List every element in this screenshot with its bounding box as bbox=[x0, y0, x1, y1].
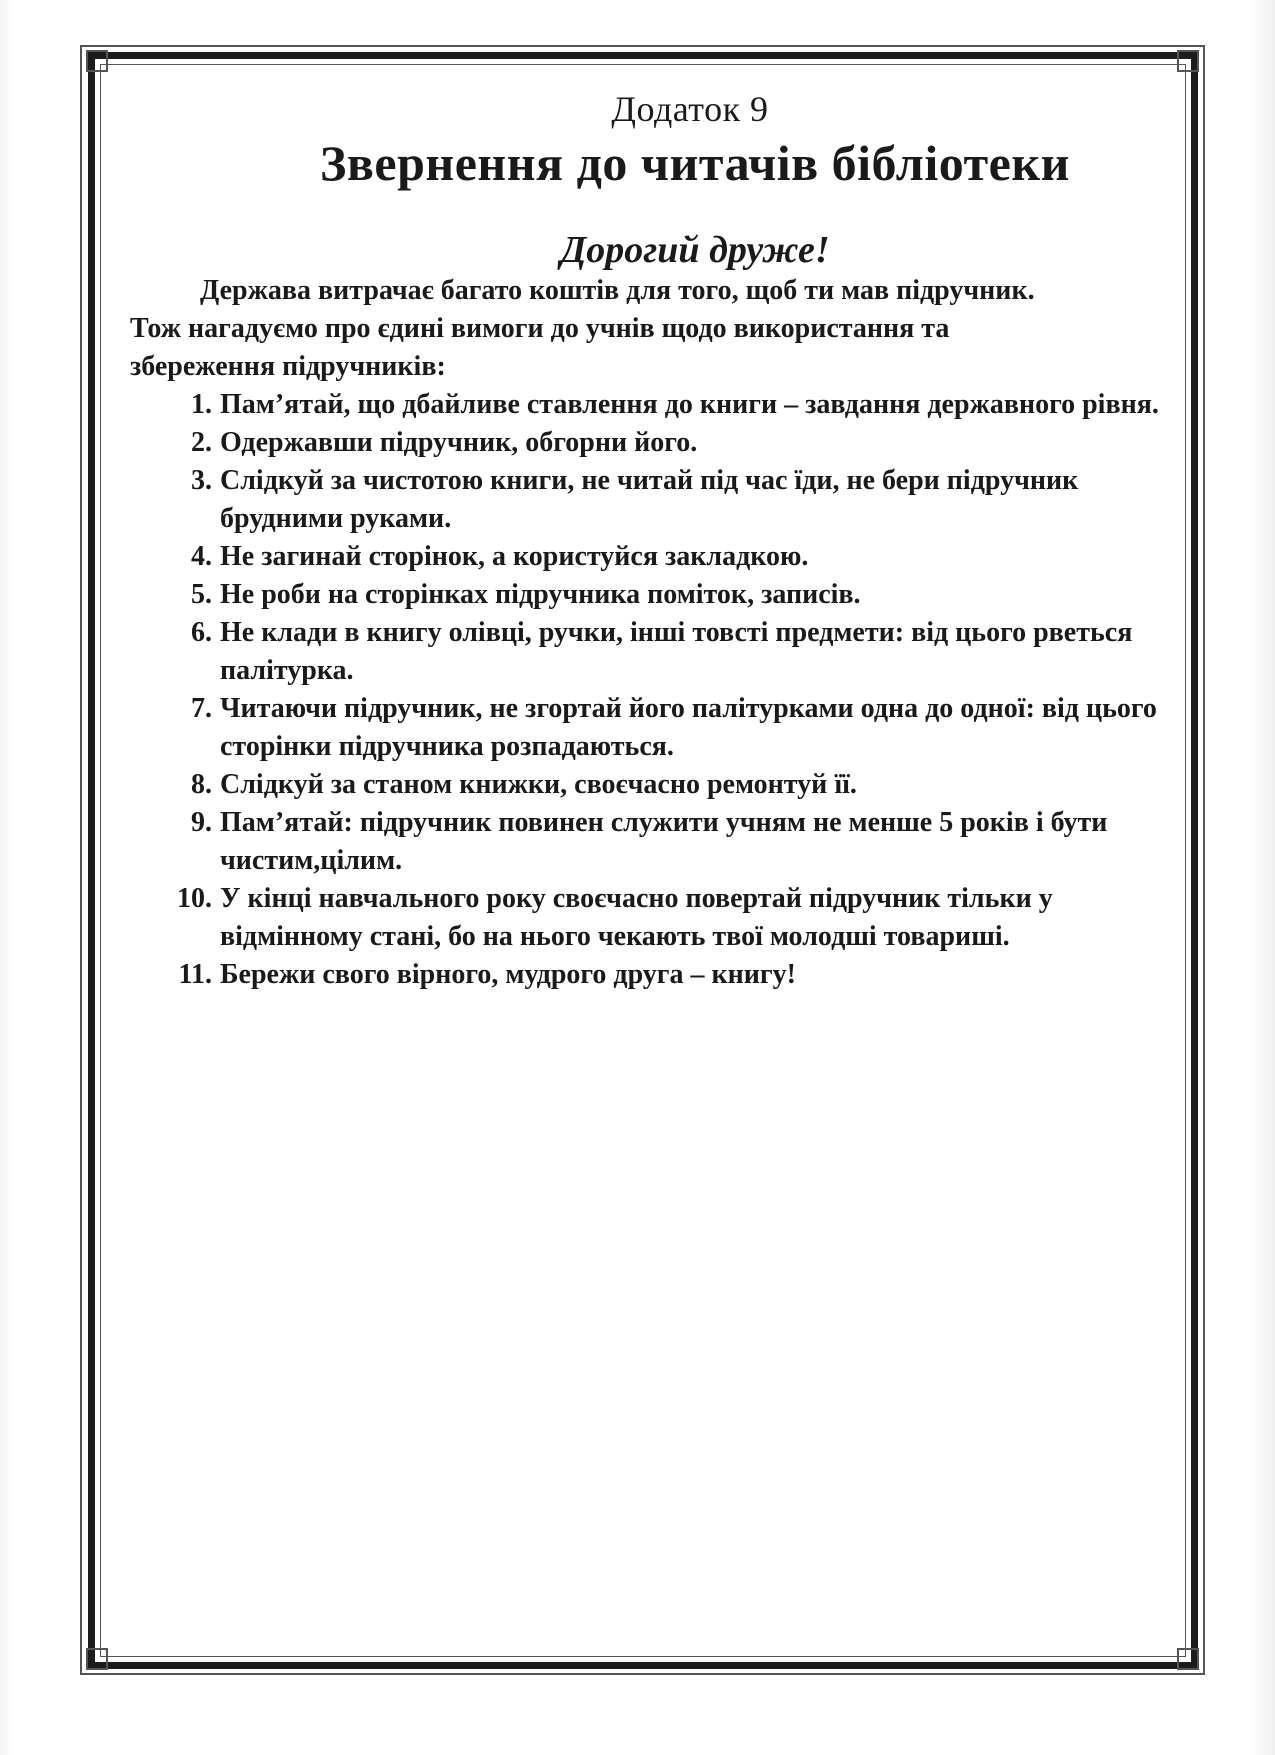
rule-item bbox=[130, 462, 1160, 538]
rule-item bbox=[130, 614, 1160, 690]
corner-ornament-top-right bbox=[1177, 50, 1199, 72]
rule-item bbox=[130, 690, 1160, 766]
rule-item bbox=[130, 880, 1160, 956]
rule-number: 3. bbox=[191, 465, 212, 496]
rule-text: Не клади в книгу олівці, ручки, інші товсті предмети: від цього рветься палітурка. bbox=[220, 617, 1133, 686]
rule-text: У кінці навчального року своєчасно повертай підручник тільки у відмінному стані, бо на нього чекають твої молодші товариші. bbox=[220, 883, 1053, 952]
rule-item bbox=[130, 386, 1160, 424]
rule-text: Слідкуй за станом книжки, своєчасно ремонтуй її. bbox=[220, 769, 857, 800]
intro-paragraph: Держава витрачає багато коштів для того, щоб ти мав підручник. Тож нагадуємо про єдині вимоги до учнів щодо використання та збереження підручників: bbox=[130, 275, 1035, 382]
rule-number: 7. bbox=[191, 693, 212, 724]
rule-item bbox=[130, 424, 1160, 462]
rule-text: Слідкуй за чистотою книги, не читай під час їди, не бери підручник брудними руками. bbox=[220, 465, 1079, 534]
rule-text: Пам’ятай, що дбайливе ставлення до книги – завдання державного рівня. bbox=[220, 389, 1159, 420]
rule-number: 1. bbox=[191, 389, 212, 420]
rules-list bbox=[130, 386, 1160, 994]
rule-text: Одержавши підручник, обгорни його. bbox=[220, 427, 698, 458]
rule-item bbox=[130, 538, 1160, 576]
rule-item bbox=[130, 766, 1160, 804]
rule-number: 9. bbox=[191, 807, 212, 838]
rule-text: Бережи свого вірного, мудрого друга – книгу! bbox=[220, 959, 796, 990]
rule-item bbox=[130, 576, 1160, 614]
rule-number: 11. bbox=[178, 959, 212, 990]
rule-text: Читаючи підручник, не згортай його палітурками одна до одної: від цього сторінки підручника розпадаються. bbox=[220, 693, 1157, 762]
rule-number: 6. bbox=[191, 617, 212, 648]
document-body bbox=[130, 80, 1160, 994]
appendix-label: Додаток 9 bbox=[611, 89, 769, 129]
salutation: Дорогий друже! bbox=[560, 229, 830, 271]
rule-text: Не загинай сторінок, а користуйся закладкою. bbox=[220, 541, 809, 572]
rule-text: Не роби на сторінках підручника поміток, записів. bbox=[220, 579, 861, 610]
rule-item bbox=[130, 804, 1160, 880]
rule-number: 5. bbox=[191, 579, 212, 610]
rule-number: 4. bbox=[191, 541, 212, 572]
page-title: Звернення до читачів бібліотеки bbox=[320, 135, 1070, 191]
corner-ornament-bottom-left bbox=[86, 1648, 108, 1670]
corner-ornament-top-left bbox=[86, 50, 108, 72]
rule-item bbox=[130, 956, 1160, 994]
rule-number: 8. bbox=[191, 769, 212, 800]
rule-number: 10. bbox=[177, 883, 212, 914]
rule-text: Пам’ятай: підручник повинен служити учням не менше 5 років і бути чистим,цілим. bbox=[220, 807, 1108, 876]
corner-ornament-bottom-right bbox=[1177, 1648, 1199, 1670]
rule-number: 2. bbox=[191, 427, 212, 458]
